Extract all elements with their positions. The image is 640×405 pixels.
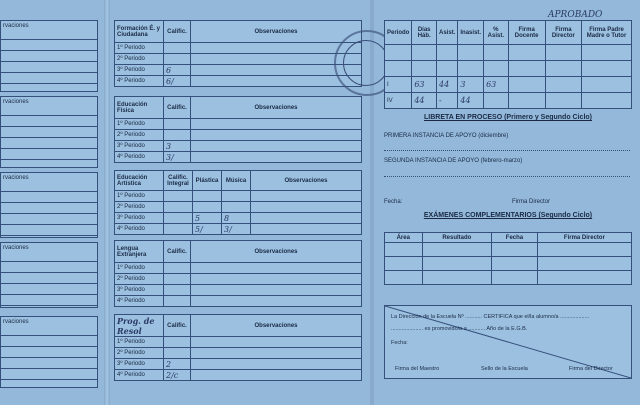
att-header: Inasist.	[458, 21, 484, 45]
libreta-fecha: Fecha:	[384, 199, 403, 205]
cert-firma-director: Firma del Director	[569, 366, 613, 372]
attendance-table	[384, 20, 632, 109]
att-header: Días Háb.	[412, 21, 437, 45]
period-label: 2º Periodo	[115, 54, 164, 65]
examenes-title: EXÁMENES COMPLEMENTARIOS (Segundo Ciclo)	[423, 212, 593, 219]
mark-cell	[164, 119, 191, 130]
subject-name: Lengua Extranjera	[115, 241, 164, 263]
att-cell: 44	[437, 77, 458, 93]
mark-cell: 5/	[193, 224, 222, 235]
period-label: 4º Periodo	[115, 224, 164, 235]
obs-header: Observaciones	[191, 315, 362, 337]
mark-cell: 3/	[222, 224, 251, 235]
mark-cell	[164, 43, 191, 54]
subject-table	[114, 20, 362, 87]
subject-table	[114, 96, 362, 163]
period-label: 3º Periodo	[115, 359, 164, 370]
att-cell: 63	[412, 77, 437, 93]
att-header: Periodo	[385, 21, 412, 45]
cert-line-1: La Dirección de la Escuela Nº ........... CERTIFICA que el/la alumno/a ...................	[391, 314, 590, 320]
att-header: Firma Padre Madre o Tutor	[582, 21, 632, 45]
certificate-box	[384, 305, 632, 379]
libreta-title: LIBRETA EN PROCESO (Primero y Segundo Ciclo)	[423, 114, 593, 121]
cert-line-2: ..................... es promovido/a a ........... Año de la E.G.B.	[391, 326, 528, 332]
att-cell: IV	[385, 93, 412, 109]
subject-table	[114, 314, 362, 381]
mark-cell: 3	[164, 141, 191, 152]
mark-cell: 5	[193, 213, 222, 224]
mark-cell: 3/	[164, 152, 191, 163]
left-observations-box	[0, 20, 98, 92]
school-seal-inner	[343, 40, 389, 86]
period-label: 1º Periodo	[115, 43, 164, 54]
period-label: 3º Periodo	[115, 285, 164, 296]
approved-stamp-text: APROBADO	[548, 10, 603, 20]
period-label: 1º Periodo	[115, 191, 164, 202]
period-label: 3º Periodo	[115, 141, 164, 152]
subject-table	[114, 170, 362, 235]
calif-header: Calific.	[164, 97, 191, 119]
left-obs-label: rvaciones	[1, 243, 97, 262]
left-observations-box	[0, 172, 98, 238]
obs-header: Observaciones	[191, 21, 362, 43]
period-label: 1º Periodo	[115, 119, 164, 130]
period-label: 4º Periodo	[115, 76, 164, 87]
mark-cell	[222, 202, 251, 213]
mark-cell	[164, 54, 191, 65]
subject-name: Prog. de Resol	[115, 315, 164, 337]
left-obs-label: rvaciones	[1, 97, 97, 116]
period-label: 1º Periodo	[115, 263, 164, 274]
musica-header: Música	[222, 171, 251, 191]
mark-cell	[164, 130, 191, 141]
left-observations-box	[0, 242, 98, 308]
period-label: 2º Periodo	[115, 130, 164, 141]
att-cell: 44	[412, 93, 437, 109]
cert-sello: Sello de la Escuela	[481, 366, 528, 372]
att-header: % Asist.	[484, 21, 509, 45]
subject-name: Educación Artística	[115, 171, 164, 191]
att-header: Firma Docente	[508, 21, 545, 45]
mark-cell: 8	[222, 213, 251, 224]
mark-cell	[164, 348, 191, 359]
left-observations-box	[0, 316, 98, 388]
att-cell: I	[385, 77, 412, 93]
libreta-line-1: PRIMERA INSTANCIA DE APOYO (diciembre)	[384, 133, 509, 139]
cert-fecha: Fecha:	[391, 340, 408, 346]
period-label: 4º Periodo	[115, 296, 164, 307]
period-label: 2º Periodo	[115, 202, 164, 213]
period-label: 3º Periodo	[115, 65, 164, 76]
att-cell: 44	[458, 93, 484, 109]
period-label: 3º Periodo	[115, 213, 164, 224]
mark-cell	[193, 191, 222, 202]
mark-cell: 6	[164, 65, 191, 76]
att-header: Asist.	[437, 21, 458, 45]
left-obs-label: rvaciones	[1, 317, 97, 336]
left-obs-label: rvaciones	[1, 21, 97, 40]
left-observations-box	[0, 96, 98, 168]
obs-header: Observaciones	[191, 241, 362, 263]
exam-header: Firma Director	[537, 233, 631, 243]
examenes-table	[384, 232, 632, 285]
calif-header: Calific.	[164, 21, 191, 43]
mark-cell	[222, 191, 251, 202]
period-label: 4º Periodo	[115, 370, 164, 381]
exam-header: Área	[385, 233, 423, 243]
exam-header: Fecha	[492, 233, 538, 243]
obs-header: Observaciones	[251, 171, 362, 191]
mark-cell: 6/	[164, 76, 191, 87]
mark-cell	[193, 202, 222, 213]
period-label: 1º Periodo	[115, 337, 164, 348]
libreta-firma-director: Firma Director	[512, 199, 551, 205]
mark-cell: 2	[164, 359, 191, 370]
period-label: 2º Periodo	[115, 348, 164, 359]
period-label: 2º Periodo	[115, 274, 164, 285]
calif-header: Calific. Integral	[164, 171, 193, 191]
mark-cell: 2/c	[164, 370, 191, 381]
subject-name: Educación Física	[115, 97, 164, 119]
att-cell: 63	[484, 77, 509, 93]
att-header: Firma Director	[545, 21, 581, 45]
period-label: 4º Periodo	[115, 152, 164, 163]
libreta-line-2: SEGUNDA INSTANCIA DE APOYO (febrero-marzo)	[384, 158, 523, 164]
att-cell: -	[437, 93, 458, 109]
mark-cell	[164, 337, 191, 348]
calif-header: Calific.	[164, 315, 191, 337]
obs-header: Observaciones	[191, 97, 362, 119]
plastica-header: Plástica	[193, 171, 222, 191]
exam-header: Resultado	[422, 233, 492, 243]
page-fold	[104, 0, 110, 405]
left-obs-label: rvaciones	[1, 173, 97, 192]
subject-table	[114, 240, 362, 307]
calif-header: Calific.	[164, 241, 191, 263]
cert-firma-maestro: Firma del Maestro	[395, 366, 440, 372]
subject-name: Formación É. y Ciudadana	[115, 21, 164, 43]
att-cell: 3	[458, 77, 484, 93]
